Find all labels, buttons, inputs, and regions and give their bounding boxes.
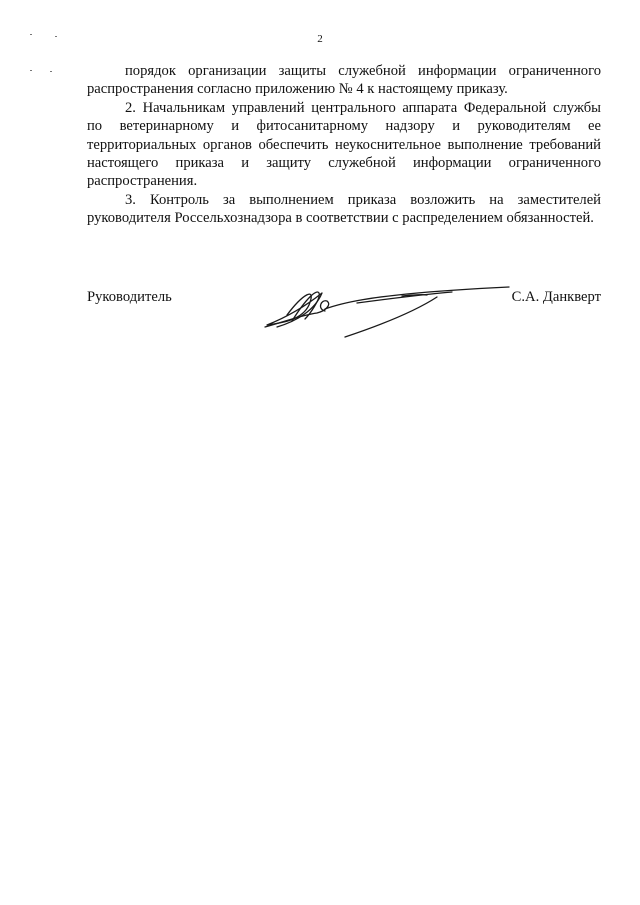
scan-speck: [50, 71, 52, 72]
paragraph-item-2: 2. Начальникам управлений центрального аппарата Федеральной службы по ветеринарному и фитосанитарному надзору и руководителям ее территориальных органов обеспечить неукоснительное выполнение требований настоящего приказа и защиту служебной информации ограниченного распространения.: [87, 99, 601, 190]
signature-block: [87, 283, 601, 353]
document-body: [87, 62, 601, 228]
page-number: 2: [317, 33, 323, 45]
scan-speck: [30, 70, 32, 71]
paragraph-continuation: порядок организации защиты служебной информации ограниченного распространения согласно приложению № 4 к настоящему приказу.: [87, 63, 601, 98]
signatory-title: Руководитель: [87, 289, 172, 305]
paragraph-item-3: 3. Контроль за выполнением приказа возложить на заместителей руководителя Россельхознадзора в соответствии с распределением обязанностей.: [87, 191, 601, 227]
signatory-name: С.А. Данкверт: [511, 289, 601, 305]
handwritten-signature-icon: [247, 275, 517, 345]
